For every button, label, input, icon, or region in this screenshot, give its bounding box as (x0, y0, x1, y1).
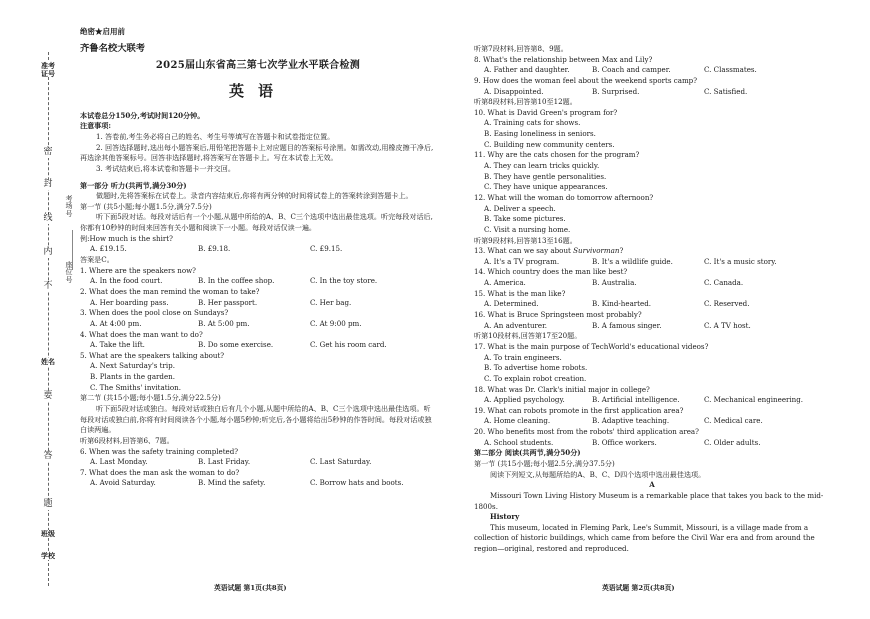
question-8: 8. What's the relationship between Max and Lily? (474, 54, 653, 64)
seal-char-8: 题 (41, 500, 55, 510)
question-6-options (80, 457, 436, 468)
example-options (80, 244, 436, 255)
option-b: B. Mind the safety. (198, 478, 266, 488)
example-option-a: A. £19.15. (90, 244, 127, 254)
question-17: 17. What is the main purpose of TechWorld's educational videos? (474, 341, 709, 351)
question-3: 3. When does the pool close on Sundays? (80, 308, 229, 318)
option-b: B. In the coffee shop. (198, 276, 275, 286)
page-2-footer: 英语试题 第2页(共8页) (602, 584, 675, 592)
seal-char-2: 封 (41, 180, 55, 190)
seal-char-7: 答 (41, 452, 55, 462)
example-option-c: C. £9.15. (310, 244, 343, 254)
option-c: C. Medical care. (704, 416, 763, 426)
option-a: A. Take the lift. (90, 340, 145, 350)
question-18-options (474, 395, 830, 406)
option-b: B. Kind-hearted. (592, 299, 652, 309)
part-2-heading: 第二部分 阅读(共两节,满分50分) (474, 448, 581, 458)
example-option-b: B. £9.18. (198, 244, 231, 254)
option-c: C. At 9:00 pm. (310, 318, 362, 328)
option-a: A. To train engineers. (484, 352, 562, 362)
question-14-options (474, 278, 830, 289)
option-c: C. Canada. (704, 278, 744, 288)
option-a: A. It's a TV program. (484, 256, 560, 266)
question-10: 10. What is David Green's program for? (474, 107, 618, 117)
question-7: 7. What does the man ask the woman to do? (80, 467, 240, 477)
field-label-exam-room: 考场号 (65, 195, 73, 218)
question-4: 4. What does the man want to do? (80, 329, 203, 339)
option-a: A. Training cats for shows. (484, 118, 581, 128)
field-label-seat: 座位号 (65, 261, 73, 284)
question-15-options (474, 299, 830, 310)
note-3: 3. 考试结束后,将本试卷和答题卡一并交回。 (96, 163, 235, 173)
option-c: C. A TV host. (704, 320, 751, 330)
material-9-heading: 听第9段材料,回答第13至16题。 (474, 235, 577, 245)
option-b: B. Last Friday. (198, 457, 251, 467)
total-score-note: 本试卷总分150分,考试时间120分钟。 (80, 110, 205, 120)
passage-paragraph-1: Missouri Town Living History Museum is a remarkable place that takes you back to the mid-1800s. (474, 490, 824, 511)
option-c: C. Borrow hats and boots. (310, 478, 404, 488)
question-9-options (474, 87, 830, 98)
option-b: B. A famous singer. (592, 320, 662, 330)
option-a: A. Next Saturday's trip. (90, 361, 175, 371)
confidential-mark: 绝密★启用前 (80, 27, 125, 36)
question-19: 19. What can robots promote in the first application area? (474, 405, 684, 415)
part-1-heading: 第一部分 听力(共两节,满分30分) (80, 180, 187, 190)
part-1-intro: 做题时,先将答案标在试卷上。录音内容结束后,你将有两分钟的时间将试卷上的答案转涂到答题卡上。 (96, 191, 413, 201)
question-13-options (474, 257, 830, 268)
history-paragraph: This museum, located in Fleming Park, Lee's Summit, Missouri, is a village made from a collection of historic buildings, which came from before the Civil War era and from around the region—original, restored and reproduced. (474, 522, 815, 554)
question-20: 20. Who benefits most from the robots' third application area? (474, 427, 699, 437)
question-14: 14. Which country does the man like best? (474, 267, 628, 277)
exam-page-2 (474, 44, 830, 555)
material-10-heading: 听第10段材料,回答第17至20题。 (474, 331, 582, 341)
section-2-heading: 第二节 (共15小题;每小题1.5分,满分22.5分) (80, 393, 221, 403)
question-7-options (80, 478, 436, 489)
question-5: 5. What are the speakers talking about? (80, 350, 225, 360)
passage-letter: A (649, 480, 655, 490)
option-b: B. At 5:00 pm. (198, 318, 250, 328)
seal-char-4: 内 (41, 248, 55, 258)
subject-title: 英语 (228, 82, 287, 101)
question-16: 16. What is Bruce Springsteen most probably? (474, 310, 642, 320)
option-a: A. America. (484, 278, 526, 288)
option-b: B. Australia. (592, 278, 637, 288)
material-7-heading: 听第7段材料,回答第8、9题。 (474, 44, 568, 53)
seal-char-6: 要 (41, 392, 55, 402)
question-4-options (80, 340, 436, 351)
option-a: A. Last Monday. (90, 457, 148, 467)
option-a: A. An adventurer. (484, 320, 547, 330)
question-18: 18. What was Dr. Clark's initial major in college? (474, 384, 650, 394)
question-15: 15. What is the man like? (474, 288, 566, 298)
question-16-options (474, 321, 830, 332)
binding-margin (40, 52, 56, 586)
option-a: A. Deliver a speech. (484, 203, 556, 213)
option-a: A. Disappointed. (484, 86, 544, 96)
option-c: C. Mechanical engineering. (704, 395, 804, 405)
option-a: A. Father and daughter. (484, 65, 570, 75)
question-19-options (474, 416, 830, 427)
margin-label-school: 学校 (41, 551, 55, 560)
question-13 (474, 246, 830, 257)
option-a: A. Avoid Saturday. (90, 478, 156, 488)
option-c: C. In the toy store. (310, 276, 378, 286)
question-13-text: 13. What can we say about (474, 246, 574, 256)
question-2: 2. What does the man remind the woman to take? (80, 286, 260, 296)
option-b: B. They have gentle personalities. (484, 171, 607, 181)
option-c: C. To explain robot creation. (484, 373, 587, 383)
option-a: A. At 4:00 pm. (90, 318, 142, 328)
question-8-options (474, 65, 830, 76)
option-b: B. Coach and camper. (592, 65, 671, 75)
option-c: C. Last Saturday. (310, 457, 372, 467)
program-title: Survivorman (573, 246, 620, 256)
exam-title: 2025届山东省高三第七次学业水平联合检测 (155, 60, 361, 72)
margin-label-class: 班级 (41, 529, 55, 538)
part-2-section-1-intro: 阅读下列短文,从每题所给的A、B、C、D四个选项中选出最佳选项。 (490, 469, 706, 479)
section-2-intro: 听下面5段对话或独白。每段对话或独白后有几个小题,从题中所给的A、B、C三个选项中选出最佳选项。听每段对话或独白前,你将有时间阅读各个小题,每小题5秒钟;听完后,各小题将给出5秒钟的作答时间。每段对话或独白读两遍。 (80, 403, 432, 435)
material-6-heading: 听第6段材料,回答第6、7题。 (80, 435, 174, 445)
page-1-footer: 英语试题 第1页(共8页) (214, 584, 287, 592)
option-c: C. Satisfied. (704, 86, 748, 96)
section-1-heading: 第一节 (共5小题;每小题1.5分,满分7.5分) (80, 201, 212, 211)
option-b: B. It's a wildlife guide. (592, 256, 673, 266)
option-a: A. In the food court. (90, 276, 163, 286)
seal-char-5: 不 (41, 282, 55, 292)
question-11: 11. Why are the cats chosen for the program? (474, 150, 640, 160)
seal-char-1: 密 (41, 148, 55, 158)
option-c: C. They have unique appearances. (484, 182, 608, 192)
option-c: C. Building new community centers. (484, 139, 615, 149)
option-c: C. Her bag. (310, 297, 352, 307)
question-1: 1. Where are the speakers now? (80, 265, 196, 275)
option-b: B. Office workers. (592, 437, 657, 447)
option-b: B. Easing loneliness in seniors. (484, 129, 596, 139)
history-heading: History (490, 512, 520, 522)
question-20-options (474, 438, 830, 449)
question-2-options (80, 298, 436, 309)
note-1: 1. 答卷前,考生务必将自己的姓名、考生号等填写在答题卡和试卷指定位置。 (96, 131, 335, 141)
section-1-intro: 听下面5段对话。每段对话后有一个小题,从题中所给的A、B、C三个选项中选出最佳选项。听完每段对话后,你都有10秒钟的时间来回答有关小题和阅读下一小题。每段对话仅读一遍。 (80, 212, 433, 233)
option-c: C. Classmates. (704, 65, 757, 75)
option-c: C. It's a music story. (704, 256, 777, 266)
margin-label-name: 姓名 (41, 357, 55, 366)
option-b: B. Adaptive teaching. (592, 416, 670, 426)
option-a: A. They can learn tricks quickly. (484, 161, 600, 171)
option-b: B. To advertise home robots. (484, 363, 588, 373)
option-a: A. School students. (484, 437, 554, 447)
question-6: 6. When was the safety training completed? (80, 446, 239, 456)
option-a: A. Applied psychology. (484, 395, 565, 405)
option-c: C. Reserved. (704, 299, 750, 309)
example-answer: 答案是C。 (80, 255, 114, 265)
material-8-heading: 听第8段材料,回答第10至12题。 (474, 97, 577, 107)
option-c: C. Older adults. (704, 437, 761, 447)
option-b: B. Plants in the garden. (90, 372, 175, 382)
option-b: B. Artificial intelligence. (592, 395, 680, 405)
option-c: C. The Smiths' invitation. (90, 382, 181, 392)
option-b: B. Do some exercise. (198, 340, 274, 350)
notes-heading: 注意事项: (80, 121, 111, 131)
margin-label-exam-number: 准考证号 (41, 61, 55, 78)
option-c: C. Visit a nursing home. (484, 224, 571, 234)
seal-char-3: 线 (41, 214, 55, 224)
option-a: A. Home cleaning. (484, 416, 551, 426)
question-1-options (80, 276, 436, 287)
exam-page-1 (80, 26, 436, 489)
note-2: 2. 回答选择题时,选出每小题答案后,用铅笔把答题卡上对应题目的答案标号涂黑。如需改动,用橡皮擦干净后,再选涂其他答案标号。回答非选择题时,将答案写在答题卡上。写在本试卷上无效。 (80, 142, 434, 163)
option-b: B. Take some pictures. (484, 214, 566, 224)
exam-union-name: 齐鲁名校大联考 (80, 43, 146, 55)
option-a: A. Her boarding pass. (90, 297, 169, 307)
option-c: C. Get his room card. (310, 340, 387, 350)
option-a: A. Determined. (484, 299, 539, 309)
question-9: 9. How does the woman feel about the weekend sports camp? (474, 75, 698, 85)
option-b: B. Her passport. (198, 297, 258, 307)
part-2-section-1-heading: 第一节 (共15小题;每小题2.5分,满分37.5分) (474, 458, 615, 468)
option-b: B. Surprised. (592, 86, 640, 96)
question-13-mark: ? (619, 246, 624, 256)
question-12: 12. What will the woman do tomorrow afternoon? (474, 192, 654, 202)
question-3-options (80, 319, 436, 330)
example-question: 例:How much is the shirt? (80, 233, 173, 243)
